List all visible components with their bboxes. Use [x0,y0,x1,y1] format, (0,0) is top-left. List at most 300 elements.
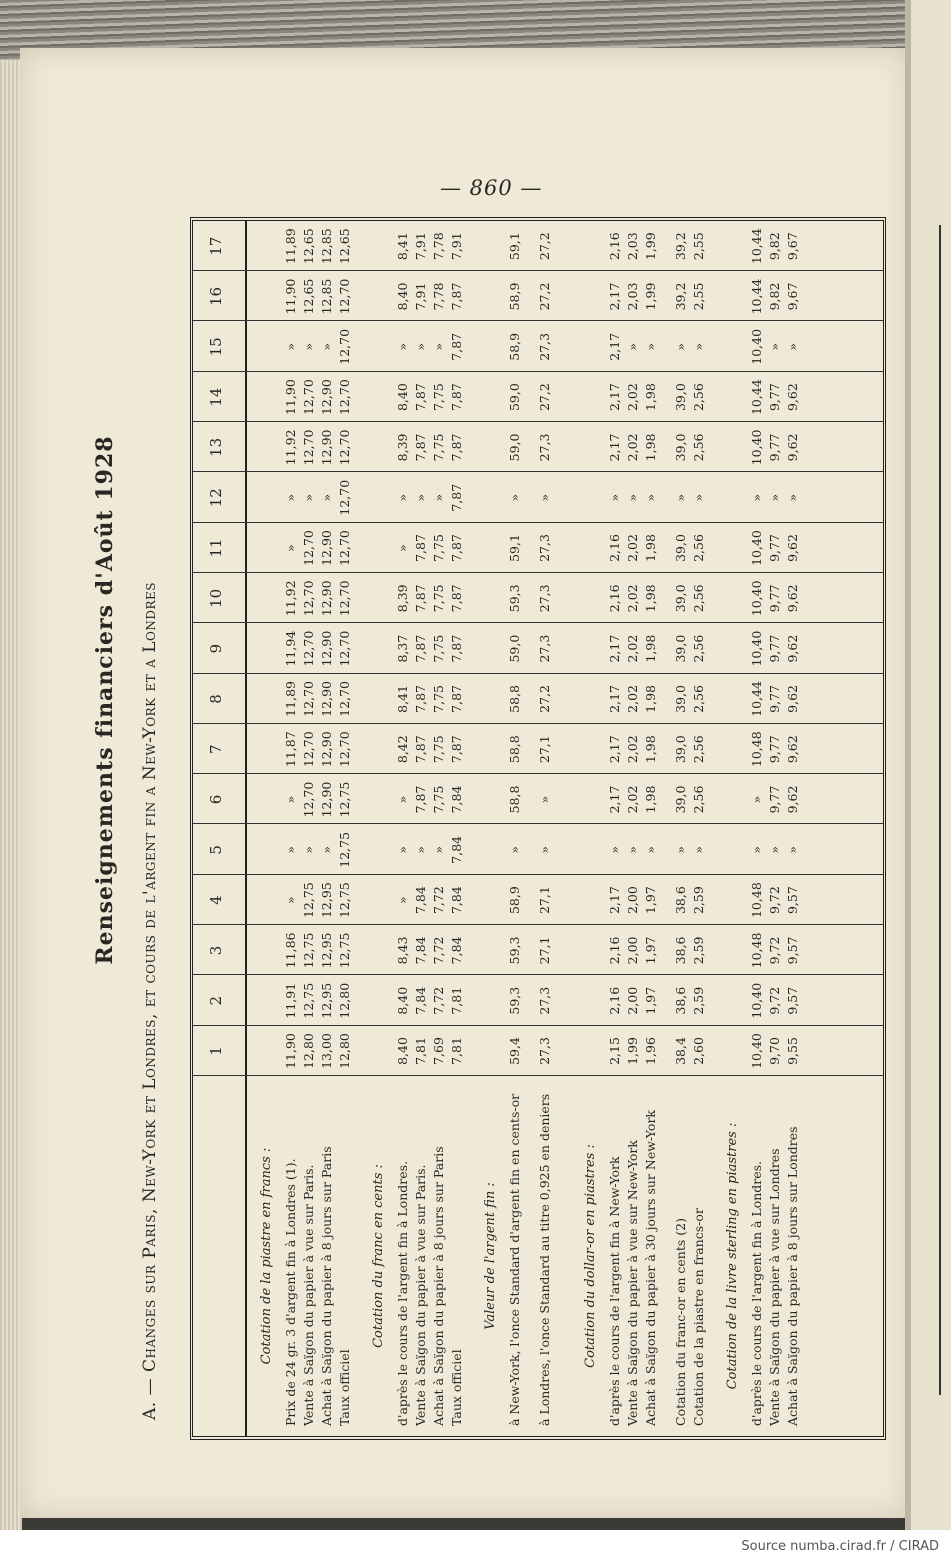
column-divider [193,673,883,674]
table-cell: 27,2 [537,232,552,261]
table-cell: » [625,342,640,351]
column-divider [193,924,883,925]
table-cell: 2,16 [607,534,622,562]
table-cell: 1,98 [643,785,658,814]
table-cell: 7,87 [449,483,464,512]
column-header: 2 [207,995,225,1006]
table-cell: » [301,342,316,351]
table-cell: 10,48 [749,932,764,969]
table-cell: 2,17 [607,785,622,814]
table-cell: 10,40 [749,630,764,667]
table-cell: » [431,845,446,854]
column-divider [193,1025,883,1026]
column-header: 9 [207,643,225,654]
table-cell: 2,02 [625,584,640,613]
table-cell: 27,2 [537,383,552,412]
table-cell: 11,89 [283,681,298,717]
exchange-rates-table [190,217,886,1440]
row-description: Cotation du franc-or en cents (2) [673,1218,688,1426]
table-cell: 7,87 [413,735,428,764]
table-cell: 12,70 [337,681,352,717]
row-description: d'après le cours de l'argent fin à New-York [607,1156,622,1426]
table-cell: 38,6 [673,936,688,965]
table-cell: 11,87 [283,731,298,768]
table-cell: 39,0 [673,433,688,462]
table-cell: 58,8 [507,735,522,764]
table-cell: 2,59 [691,936,706,965]
table-cell: 9,77 [767,785,782,814]
table-cell: 9,55 [785,1037,800,1065]
table-cell: 7,87 [449,584,464,613]
table-cell: 9,72 [767,986,782,1015]
table-cell: 7,75 [431,584,446,613]
table-cell: 9,62 [785,534,800,562]
table-cell: 8,40 [395,1037,410,1065]
column-header: 7 [207,744,225,754]
table-cell: » [283,795,298,804]
table-cell: 9,77 [767,383,782,412]
table-cell: 58,9 [507,332,522,361]
table-cell: 27,2 [537,684,552,713]
table-cell: » [691,342,706,351]
table-cell: 7,75 [431,383,446,412]
table-cell: 12,65 [301,278,316,315]
table-cell: 2,02 [625,634,640,663]
table-cell: 2,16 [607,936,622,965]
table-cell: 10,44 [749,278,764,315]
table-cell: 7,78 [431,282,446,311]
table-cell: 7,69 [431,1037,446,1065]
table-cell: 2,56 [691,684,706,713]
table-cell: 2,56 [691,383,706,412]
column-divider [193,471,883,472]
table-cell: 2,17 [607,886,622,915]
table-cell: 7,75 [431,634,446,663]
table-cell: 11,92 [283,580,298,617]
table-cell: » [673,845,688,854]
column-header: 4 [207,895,225,905]
table-cell: 12,70 [337,328,352,365]
table-cell: 10,40 [749,982,764,1019]
table-cell: 12,70 [301,630,316,667]
table-cell: 27,1 [537,936,552,965]
table-cell: » [537,845,552,854]
table-cell: 12,65 [301,228,316,265]
table-cell: 39,0 [673,584,688,613]
table-cell: 7,87 [449,735,464,764]
column-header: 12 [207,488,225,508]
table-cell: 12,75 [301,982,316,1019]
table-cell: 7,87 [449,634,464,663]
table-cell: 8,41 [395,232,410,261]
table-cell: 59,3 [507,936,522,965]
table-cell: 1,99 [643,232,658,261]
section-label: Valeur de l'argent fin : [483,1182,498,1330]
table-cell: 8,40 [395,383,410,412]
row-description: Achat à Saïgon du papier à 8 jours sur Paris [319,1146,334,1426]
table-cell: 7,75 [431,735,446,764]
table-cell: 27,3 [537,433,552,462]
table-cell: 7,87 [449,383,464,412]
table-cell: 12,70 [337,278,352,315]
table-cell: 10,40 [749,530,764,566]
table-cell: 12,95 [319,982,334,1019]
table-cell: 1,98 [643,383,658,412]
table-cell: 7,87 [413,534,428,562]
table-cell: 9,62 [785,634,800,663]
table-cell: 8,41 [395,684,410,713]
table-cell: 39,0 [673,534,688,562]
table-cell: 11,90 [283,278,298,315]
table-cell: 2,02 [625,785,640,814]
table-cell: 2,02 [625,383,640,412]
rotated-content [70,0,951,1460]
table-cell: 59,1 [507,534,522,562]
table-cell: 7,81 [449,986,464,1015]
table-cell: 1,98 [643,534,658,562]
row-description: à Londres, l'once Standard au titre 0,925 en deniers [537,1093,552,1426]
table-cell: 7,87 [413,383,428,412]
table-cell: 12,75 [301,932,316,969]
table-cell: 2,17 [607,282,622,311]
table-cell: 27,1 [537,735,552,764]
table-cell: 7,84 [413,936,428,965]
table-cell: 1,99 [643,282,658,311]
table-cell: 7,75 [431,684,446,713]
table-cell: 9,57 [785,986,800,1015]
table-cell: 12,90 [319,731,334,768]
table-cell: 10,44 [749,228,764,265]
table-cell: 7,72 [431,936,446,965]
table-cell: 10,40 [749,580,764,617]
table-cell: 11,94 [283,630,298,667]
table-cell: 7,87 [449,282,464,311]
table-cell: » [643,845,658,854]
row-description: d'après le cours de l'argent fin à Londres. [749,1160,764,1426]
table-cell: 1,98 [643,735,658,764]
page-number: — 860 — [440,176,543,200]
table-cell: 7,84 [413,986,428,1015]
row-description: Achat à Saïgon du papier à 8 jours sur Londres [785,1126,800,1426]
row-description: d'après le cours de l'argent fin à Londres. [395,1160,410,1426]
table-cell: 2,55 [691,282,706,311]
table-cell: 12,70 [337,580,352,617]
column-divider [193,824,883,825]
table-cell: 2,59 [691,886,706,915]
table-cell: 12,90 [319,379,334,416]
table-cell: » [319,845,334,854]
table-cell: 7,87 [449,332,464,361]
table-cell: 12,85 [319,278,334,315]
row-description: Taux officiel [449,1349,464,1426]
table-cell: 39,0 [673,383,688,412]
table-cell: 59,4 [507,1037,522,1065]
row-description: Achat à Saïgon du papier à 30 jours sur New-York [643,1109,658,1426]
table-cell: 12,75 [301,882,316,919]
table-cell: 8,39 [395,433,410,462]
table-cell: 9,77 [767,584,782,613]
table-cell: » [507,845,522,854]
table-cell: 12,70 [337,479,352,516]
table-cell: 27,3 [537,584,552,613]
table-cell: 12,90 [319,429,334,466]
table-cell: 7,91 [413,232,428,261]
row-description: Prix de 24 gr. 3 d'argent fin à Londres (1). [283,1158,298,1426]
table-cell: 1,98 [643,684,658,713]
column-header: 17 [207,236,225,256]
table-cell: 12,75 [337,831,352,868]
table-cell: 9,67 [785,232,800,261]
table-cell: » [749,795,764,804]
table-cell: 59,0 [507,634,522,663]
column-header: 10 [207,588,225,608]
section-label: Cotation de la piastre en francs : [259,1147,274,1365]
table-cell: 11,90 [283,1033,298,1069]
table-cell: 2,17 [607,634,622,663]
table-cell: 2,16 [607,584,622,613]
table-subtitle: A. — Changes sur Paris, New-York et Londres, et cours de l'argent fin a New-York et a Londres [140,581,160,1420]
table-cell: » [537,795,552,804]
column-divider [193,874,883,875]
table-cell: 12,80 [337,1033,352,1069]
table-cell: 9,70 [767,1037,782,1065]
table-cell: 8,37 [395,634,410,663]
table-cell: 2,56 [691,433,706,462]
column-header: 5 [207,845,225,855]
table-cell: 9,77 [767,634,782,663]
table-cell: 2,17 [607,332,622,361]
column-header: 3 [207,945,225,956]
table-cell: » [431,493,446,502]
row-description: Vente à Saïgon du papier à vue sur Paris. [301,1164,316,1426]
table-cell: 12,70 [301,379,316,416]
table-cell: 7,75 [431,433,446,462]
table-cell: 10,48 [749,882,764,919]
table-cell: 12,95 [319,932,334,969]
table-cell: 59,1 [507,232,522,261]
table-cell: 2,03 [625,282,640,311]
table-cell: 7,84 [413,886,428,915]
table-cell: 10,48 [749,731,764,768]
table-cell: 7,84 [449,936,464,965]
table-cell: 2,16 [607,232,622,261]
table-cell: 9,77 [767,534,782,562]
table-cell: 2,00 [625,986,640,1015]
table-cell: 12,80 [301,1033,316,1069]
page-stack-edge [0,60,22,1530]
table-cell: 9,72 [767,936,782,965]
table-cell: 7,87 [449,534,464,562]
table-cell: » [691,493,706,502]
table-cell: » [749,845,764,854]
table-cell: 1,97 [643,986,658,1015]
column-header: 14 [207,387,225,407]
table-cell: 7,72 [431,986,446,1015]
column-divider [193,572,883,573]
table-cell: 9,62 [785,785,800,814]
table-cell: 27,3 [537,1037,552,1065]
table-cell: 11,92 [283,429,298,466]
table-cell: 10,40 [749,1033,764,1069]
table-cell: 1,98 [643,433,658,462]
table-cell: 11,86 [283,932,298,969]
table-cell: 9,82 [767,232,782,261]
table-cell: 39,0 [673,684,688,713]
table-cell: 38,4 [673,1037,688,1065]
table-cell: 9,62 [785,383,800,412]
section-label: Cotation du dollar-or en piastres : [583,1144,598,1368]
table-cell: 39,2 [673,282,688,311]
table-cell: 39,0 [673,735,688,764]
table-cell: 12,90 [319,630,334,667]
row-description: Vente à Saïgon du papier à vue sur Londres [767,1148,782,1426]
table-cell: 9,77 [767,433,782,462]
table-cell: 7,75 [431,785,446,814]
table-cell: 2,17 [607,684,622,713]
table-cell: 12,75 [337,781,352,818]
table-cell: 7,84 [449,886,464,915]
table-cell: 10,44 [749,681,764,717]
table-cell: 1,98 [643,634,658,663]
table-cell: 2,60 [691,1037,706,1065]
column-header: 11 [207,538,225,558]
table-cell: » [395,845,410,854]
table-cell: 2,56 [691,735,706,764]
table-cell: 38,6 [673,986,688,1015]
table-cell: 12,85 [319,228,334,265]
table-cell: 7,87 [413,584,428,613]
table-cell: 7,87 [413,785,428,814]
table-cell: » [785,845,800,854]
column-divider [193,270,883,271]
table-header-row [193,221,247,1436]
table-cell: 8,42 [395,735,410,764]
table-cell: 58,9 [507,282,522,311]
table-cell: 2,16 [607,986,622,1015]
table-cell: » [283,544,298,552]
table-cell: 13,00 [319,1033,334,1069]
row-description: à New-York, l'once Standard d'argent fin en cents-or [507,1093,522,1426]
table-cell: » [691,845,706,854]
table-cell: 12,70 [301,429,316,466]
table-cell: 2,00 [625,886,640,915]
source-credit: Source numba.cirad.fr / CIRAD [741,1539,939,1554]
table-cell: 12,70 [337,530,352,566]
table-cell: 12,70 [301,580,316,617]
table-cell: » [319,493,334,502]
table-cell: 58,8 [507,785,522,814]
column-header: 13 [207,437,225,457]
table-cell: 9,57 [785,886,800,915]
table-cell: 9,72 [767,886,782,915]
table-cell: 12,70 [301,781,316,818]
table-cell: » [643,493,658,502]
table-cell: » [767,493,782,502]
table-cell: 12,75 [337,932,352,969]
section-label: Cotation de la livre sterling en piastres : [725,1122,740,1390]
column-divider [193,321,883,322]
table-cell: 2,17 [607,383,622,412]
table-cell: » [395,342,410,351]
table-cell: 10,40 [749,328,764,365]
table-cell: 2,02 [625,433,640,462]
column-divider [193,723,883,724]
table-cell: 7,87 [413,433,428,462]
table-cell: 27,2 [537,282,552,311]
table-cell: 7,84 [449,835,464,864]
table-cell: 12,90 [319,681,334,717]
table-cell: » [625,845,640,854]
table-cell: 8,43 [395,936,410,965]
table-cell: 2,17 [607,735,622,764]
table-cell: » [301,845,316,854]
table-cell: 59,3 [507,584,522,613]
column-divider [193,1075,883,1076]
row-description: Vente à Saïgon du papier à vue sur New-York [625,1140,640,1426]
table-cell: 7,81 [449,1037,464,1065]
table-cell: 27,3 [537,332,552,361]
column-header: 15 [207,337,225,357]
table-cell: 7,91 [449,232,464,261]
table-cell: 39,0 [673,634,688,663]
table-cell: 2,02 [625,735,640,764]
table-cell: 12,65 [337,228,352,265]
table-cell: 59,3 [507,986,522,1015]
table-cell: 2,02 [625,684,640,713]
table-cell: 12,70 [301,530,316,566]
table-cell: 2,02 [625,534,640,562]
table-cell: 12,90 [319,530,334,566]
page-title: Renseignements financiers d'Août 1928 [92,435,118,965]
table-cell: » [785,342,800,351]
table-cell: » [673,342,688,351]
table-cell: 2,56 [691,634,706,663]
table-cell: 9,62 [785,735,800,764]
table-cell: 12,70 [337,731,352,768]
table-cell: 12,75 [337,882,352,919]
footer [0,1530,951,1566]
table-cell: » [537,493,552,502]
table-cell: 7,78 [431,232,446,261]
table-cell: » [413,493,428,502]
table-cell: » [673,493,688,502]
column-header: 8 [207,694,225,704]
table-cell: » [395,493,410,502]
table-cell: 10,44 [749,379,764,416]
table-cell: 27,3 [537,634,552,663]
table-cell: 27,1 [537,886,552,915]
table-cell: 1,98 [643,584,658,613]
table-cell: » [431,342,446,351]
table-cell: 11,90 [283,379,298,416]
table-cell: 9,57 [785,936,800,965]
table-cell: 12,90 [319,580,334,617]
table-cell: 2,56 [691,785,706,814]
table-cell: 10,40 [749,429,764,466]
table-cell: 58,9 [507,886,522,915]
row-description: Vente à Saïgon du papier à vue sur Paris. [413,1164,428,1426]
table-cell: 7,87 [449,684,464,713]
table-cell: 1,96 [643,1037,658,1065]
table-cell: 7,84 [449,785,464,814]
table-cell: 8,40 [395,986,410,1015]
table-cell: 11,91 [283,982,298,1019]
table-cell: 12,80 [337,982,352,1019]
column-header: 16 [207,286,225,307]
table-cell: » [301,493,316,502]
table-cell: » [283,493,298,502]
table-cell: 7,87 [449,433,464,462]
